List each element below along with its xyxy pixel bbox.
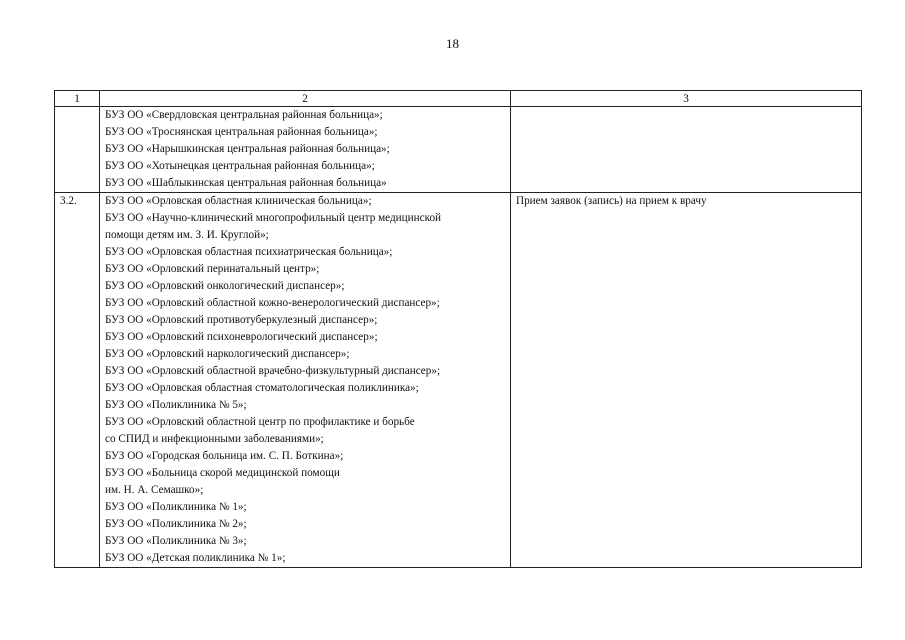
table-body — [55, 107, 862, 568]
header-col-3: 3 — [511, 91, 862, 107]
service-description — [511, 107, 862, 193]
institution-item: БУЗ ОО «Свердловская центральная районная больница»; — [105, 109, 383, 121]
institution-item: БУЗ ОО «Больница скорой медицинской помощи им. Н. А. Семашко»; — [105, 467, 340, 496]
table-header-row — [55, 91, 862, 107]
institution-item: БУЗ ОО «Орловский психоневрологический диспансер»; — [105, 331, 378, 343]
document-table — [54, 90, 862, 568]
institution-item: БУЗ ОО «Поликлиника № 1»; — [105, 501, 247, 513]
institution-item: БУЗ ОО «Поликлиника № 5»; — [105, 399, 247, 411]
institution-item: БУЗ ОО «Орловский онкологический диспансер»; — [105, 280, 345, 292]
institution-list — [100, 107, 511, 193]
institution-item: БУЗ ОО «Орловский перинатальный центр»; — [105, 263, 320, 275]
institution-item: БУЗ ОО «Орловская областная психиатрическая больница»; — [105, 246, 393, 258]
table-row — [55, 107, 862, 193]
institution-item: БУЗ ОО «Детская поликлиника № 1»; — [105, 552, 286, 564]
institution-item: БУЗ ОО «Поликлиника № 3»; — [105, 535, 247, 547]
institution-item: БУЗ ОО «Орловский областной кожно-венерологический диспансер»; — [105, 297, 440, 309]
page-number: 18 — [446, 36, 459, 51]
institution-item: БУЗ ОО «Орловский областной врачебно-физкультурный диспансер»; — [105, 365, 441, 377]
institution-item: БУЗ ОО «Хотынецкая центральная районная больница»; — [105, 160, 375, 172]
header-col-2: 2 — [100, 91, 511, 107]
institution-list — [100, 193, 511, 568]
institution-item: БУЗ ОО «Троснянская центральная районная больница»; — [105, 126, 378, 138]
service-description: Прием заявок (запись) на прием к врачу — [511, 193, 862, 568]
header-col-1: 1 — [55, 91, 100, 107]
institution-item: БУЗ ОО «Орловский противотуберкулезный диспансер»; — [105, 314, 378, 326]
institution-item: БУЗ ОО «Орловская областная стоматологическая поликлиника»; — [105, 382, 419, 394]
institution-item: БУЗ ОО «Орловская областная клиническая больница»; — [105, 195, 372, 207]
institution-item: БУЗ ОО «Городская больница им. С. П. Боткина»; — [105, 450, 344, 462]
institution-item: БУЗ ОО «Орловский наркологический диспансер»; — [105, 348, 350, 360]
table-row — [55, 193, 862, 568]
row-number — [55, 107, 100, 193]
institution-item: БУЗ ОО «Нарышкинская центральная районная больница»; — [105, 143, 390, 155]
institution-item: БУЗ ОО «Научно-клинический многопрофильный центр медицинской помощи детям им. З. И. Круглой»; — [105, 212, 442, 241]
institution-item: БУЗ ОО «Поликлиника № 2»; — [105, 518, 247, 530]
row-number: 3.2. — [55, 193, 100, 568]
institution-item: БУЗ ОО «Орловский областной центр по профилактике и борьбе со СПИД и инфекционными заболеваниями»; — [105, 416, 415, 445]
institution-item: БУЗ ОО «Шаблыкинская центральная районная больница» — [105, 177, 387, 189]
